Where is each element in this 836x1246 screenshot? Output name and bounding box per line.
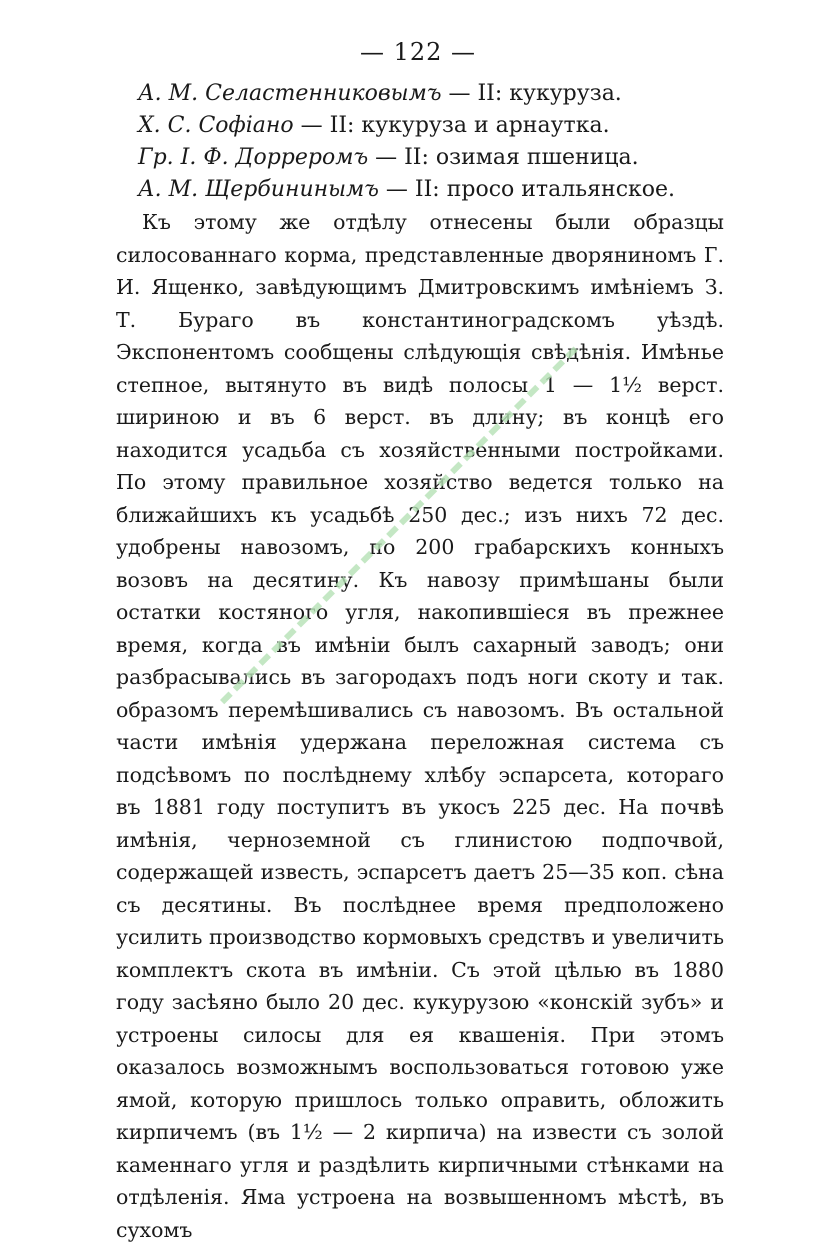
exhibitor-name: А. М. Селастенниковымъ [138, 81, 442, 106]
exhibitor-list [138, 78, 738, 206]
exhibitor-name: А. М. Щербининымъ [138, 177, 379, 202]
exhibit-description: — II: кукуруза. [441, 81, 622, 106]
page-number: — 122 — [359, 38, 477, 66]
exhibitor-name: Гр. І. Ф. Доррeромъ [138, 145, 369, 170]
exhibit-description: — II: кукуруза и арнаутка. [293, 113, 610, 138]
exhibitor-entry [138, 174, 738, 206]
exhibit-description: — II: просо итальянское. [378, 177, 676, 202]
exhibitor-entry [138, 110, 738, 142]
body-paragraph: Къ этому же отдѣлу отнесены были образцы силосованнаго корма, представленные дворяниномъ Г. И. Ященко, завѣдующимъ Дмитровскимъ имѣніемъ З. Т. Бураго въ константиноградскомъ уѣздѣ. Экспонентомъ сообщены слѣдующія свѣдѣнія. Имѣнье степное, вытянуто въ видѣ полосы 1 — 1½ верст. шириною и въ 6 верст. въ длину; въ концѣ его находится усадьба съ хозяйственными постройками. По этому правильное хозяйство ведется только на ближайшихъ къ усадьбѣ 250 дес.; изъ нихъ 72 дес. удобрены навозомъ, по 200 грабарскихъ конныхъ возовъ на десятину. Къ навозу примѣшаны были остатки костяного угля, накопившіеся въ прежнее время, когда въ имѣніи былъ сахарный заводъ; они разбрасывались въ загородахъ подъ ноги скоту и так. образомъ перемѣшивались съ навозомъ. Въ остальной части имѣнія удержана переложная система съ подсѣвомъ по послѣднему хлѣбу эспарсета, котораго въ 1881 году поступитъ въ укосъ 225 дес. На почвѣ имѣнія, черноземной съ глинистою подпочвой, содержащей известь, эспарсетъ даетъ 25—35 коп. сѣна съ десятины. Въ послѣднее время предположено усилить производство кормовыхъ средствъ и увеличить комплектъ скота въ имѣніи. Съ этой цѣлью въ 1880 году засѣяно было 20 дес. кукурузою «конскій зубъ» и устроены силосы для ея квашенія. При этомъ оказалось возможнымъ воспользоваться готовою уже ямой, которую пришлось только оправить, обложить кирпичемъ (въ 1½ — 2 кирпича) на извести съ золой каменнаго угля и раздѣлить кирпичными стѣнками на отдѣленія. Яма устроена на возвышенномъ мѣстѣ, въ сухомъ [116, 210, 724, 1242]
exhibitor-entry [138, 78, 738, 110]
exhibitor-entry [138, 142, 738, 174]
exhibitor-name: Х. С. Софіано [138, 113, 294, 138]
exhibit-description: — II: озимая пшеница. [368, 145, 639, 170]
